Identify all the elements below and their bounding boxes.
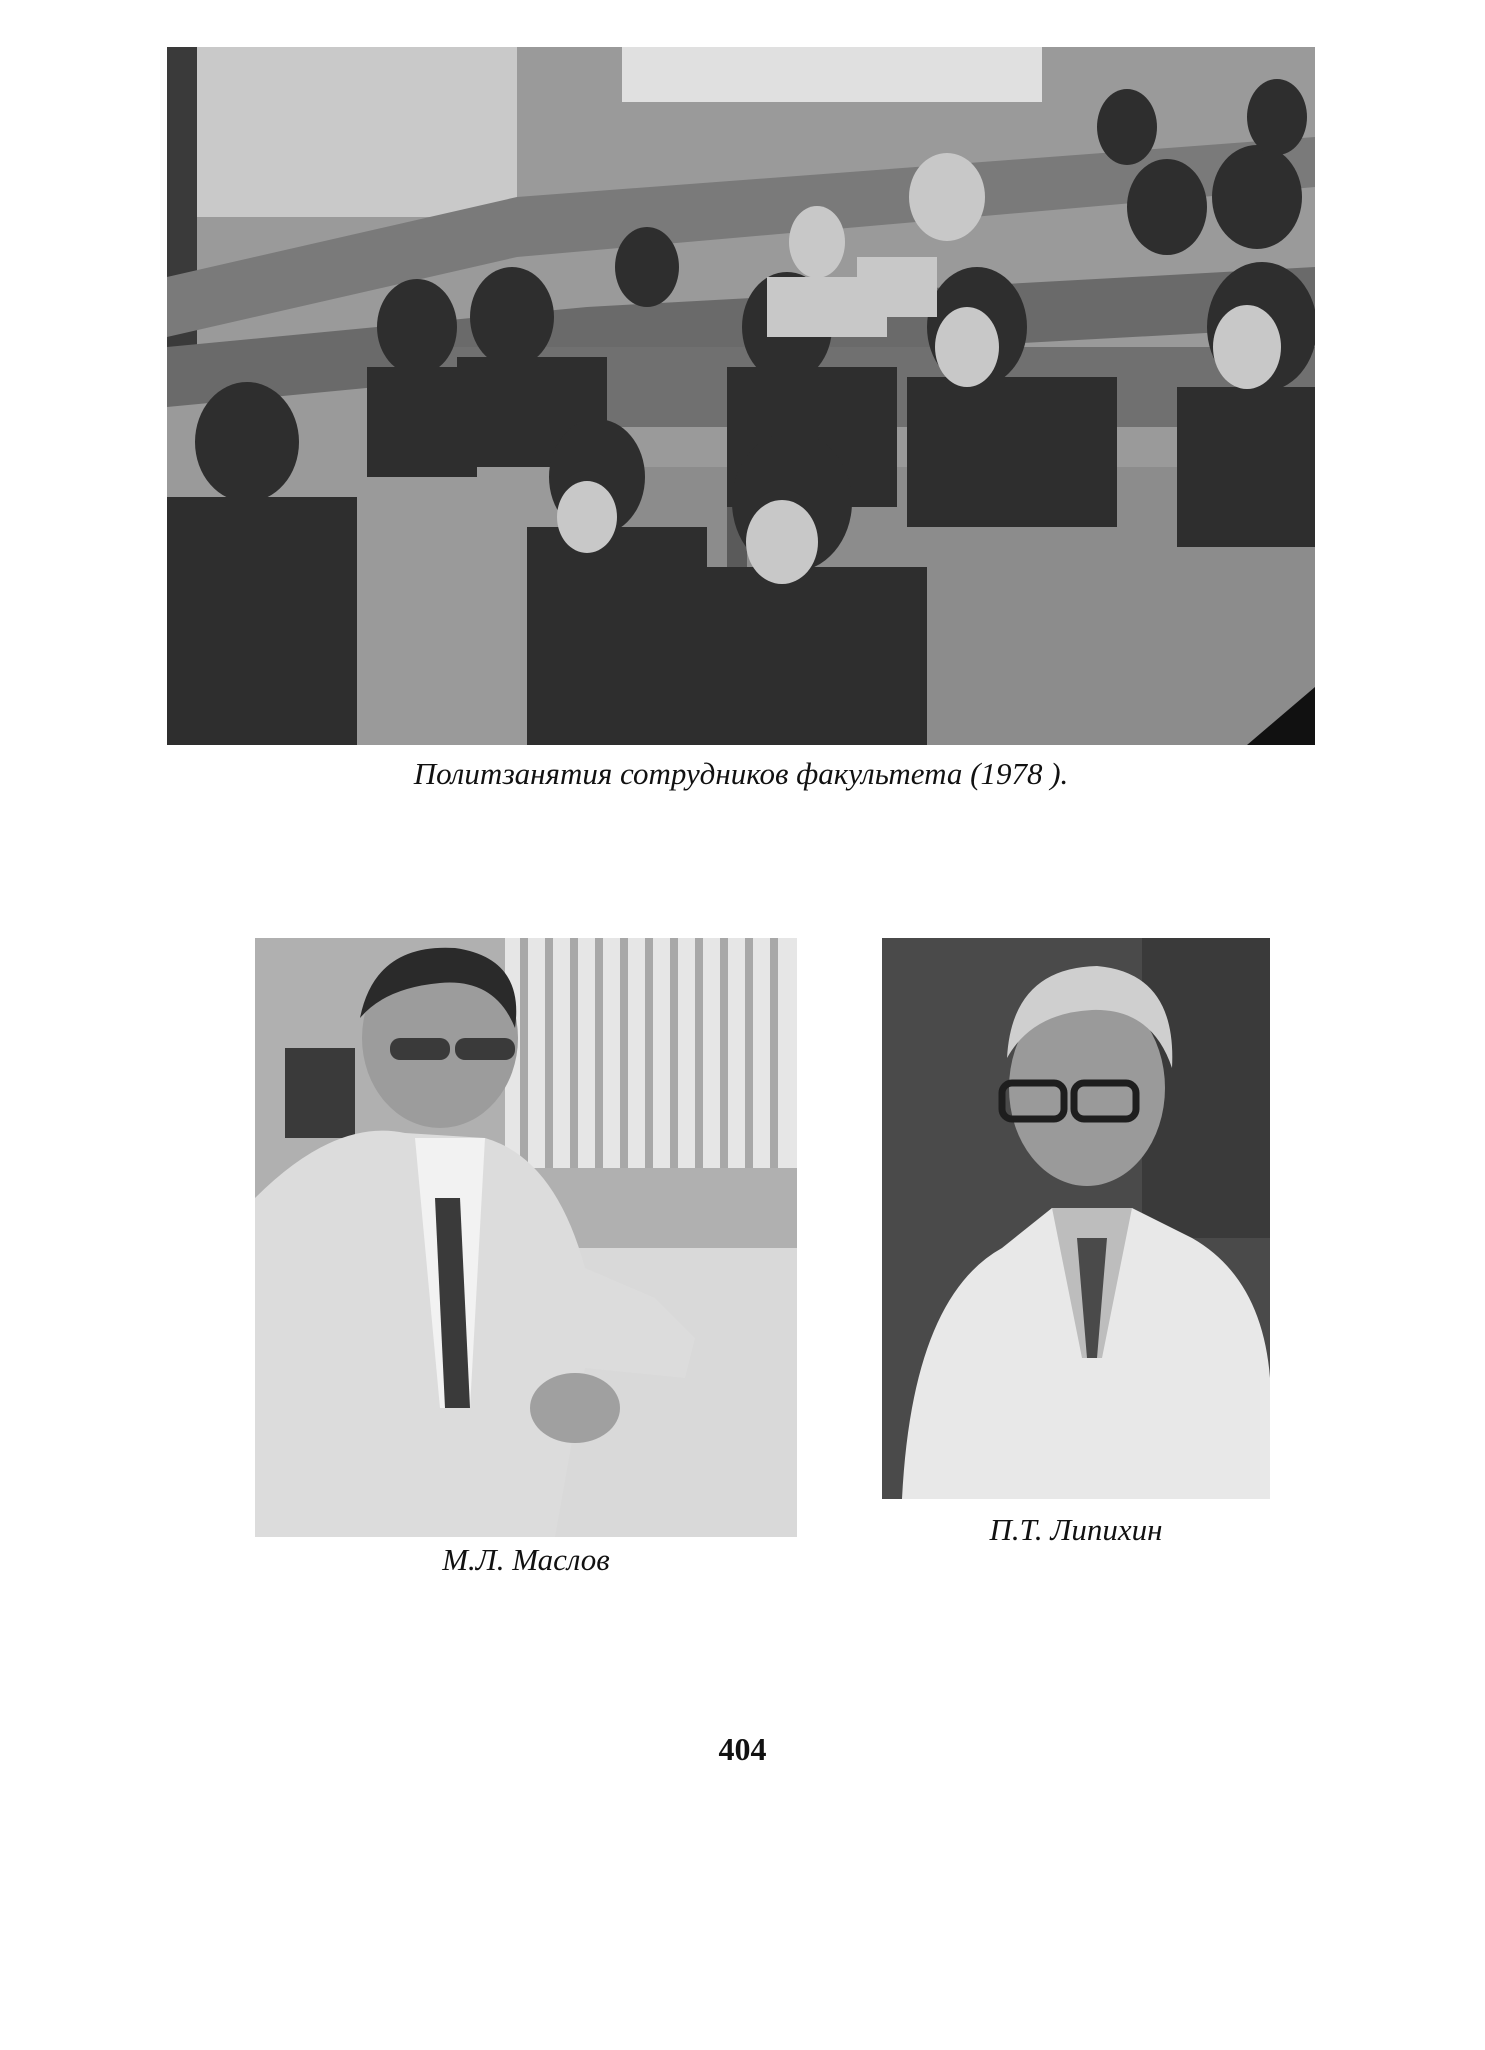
portrait-lipikhin (882, 938, 1270, 1499)
group-photo-lecture-hall (167, 47, 1315, 745)
portrait-maslov-image (255, 938, 797, 1537)
page-number: 404 (718, 1731, 767, 1767)
portrait-maslov-caption: М.Л. Маслов (442, 1542, 610, 1577)
portrait-lipikhin-caption: П.Т. Липихин (989, 1512, 1163, 1547)
portrait-lipikhin-image (882, 938, 1270, 1499)
group-photo-caption: Политзанятия сотрудников факультета (1978 ). (413, 756, 1069, 791)
portrait-maslov (255, 938, 797, 1537)
group-photo-image (167, 47, 1315, 745)
